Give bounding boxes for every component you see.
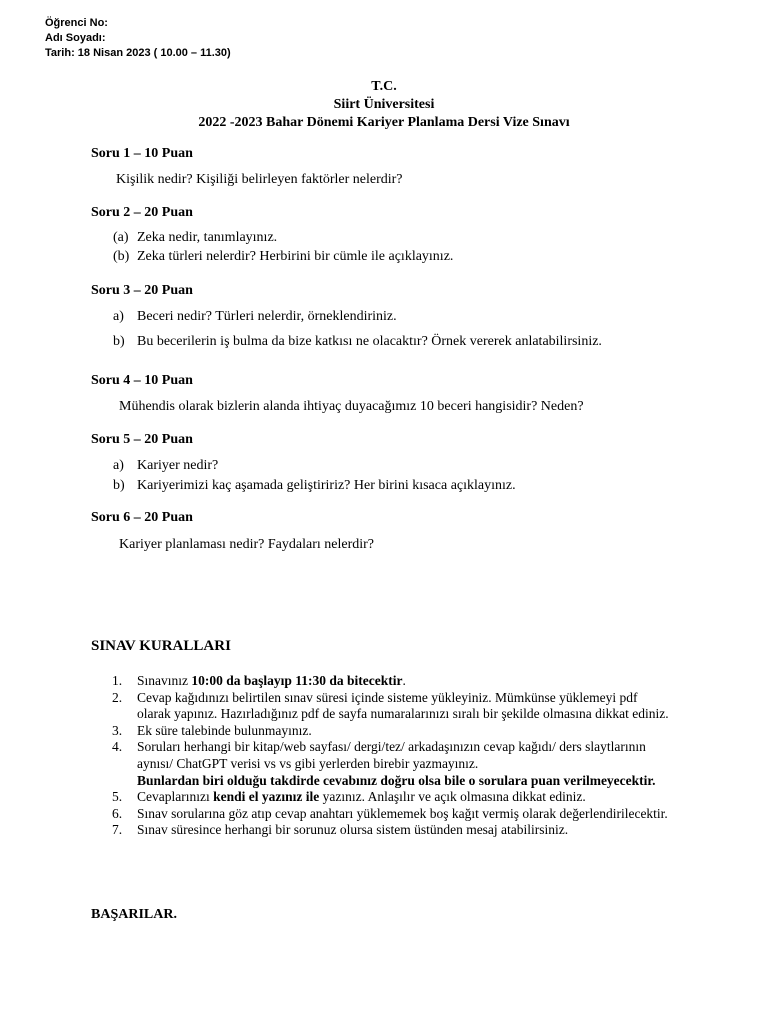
header-university: Siirt Üniversitesi	[333, 97, 435, 112]
rule-text: Ek süre talebinde bulunmayınız.	[137, 722, 312, 738]
question-1-title: Soru 1 – 10 Puan	[91, 146, 193, 161]
question-6-text: Kariyer planlaması nedir? Faydaları nelerdir?	[119, 537, 374, 552]
question-2-title: Soru 2 – 20 Puan	[91, 205, 193, 220]
rule-item	[112, 739, 672, 789]
question-3-item-a	[113, 309, 397, 325]
question-5-title: Soru 5 – 20 Puan	[91, 432, 193, 447]
student-number-label: Öğrenci No:	[45, 17, 108, 29]
item-text: Zeka türleri nelerdir? Herbirini bir cümle ile açıklayınız.	[137, 249, 454, 264]
rule-number: 1.	[112, 673, 123, 688]
question-5-item-b	[113, 478, 516, 494]
rule-item	[112, 690, 672, 723]
exam-date-label: Tarih: 18 Nisan 2023 ( 10.00 – 11.30)	[45, 47, 231, 59]
rule-text: Cevap kağıdınızı belirtilen sınav süresi içinde sisteme yükleyiniz. Mümkünse yüklemeyi pdf olarak yapınız. Hazırladığınız pdf de sayfa numaralarınızı sıralı bir şekilde olmasına dikkat ediniz.	[137, 689, 669, 722]
item-text: Zeka nedir, tanımlayınız.	[137, 230, 278, 245]
rule-number: 5.	[112, 789, 123, 805]
item-text: Kariyer nedir?	[137, 458, 219, 473]
item-label: (a)	[113, 230, 129, 245]
question-3-title: Soru 3 – 20 Puan	[91, 283, 193, 298]
exam-header	[0, 78, 768, 132]
header-country: T.C.	[371, 79, 397, 94]
rule-text: Sınavınız 10:00 da başlayıp 11:30 da bitecektir.	[137, 673, 406, 688]
question-2-item-a	[113, 230, 277, 246]
rule-number: 3.	[112, 722, 123, 738]
rule-number: 6.	[112, 805, 123, 821]
rule-text: Soruları herhangi bir kitap/web sayfası/ dergi/tez/ arkadaşınızın cevap kağıdı/ ders slaytlarının aynısı/ ChatGPT verisi vs vs gibi yerlerden birebir yazmayınız. Bunlardan biri olduğu takdirde cevabınız doğru olsa bile o sorulara puan verilmeyecektir.	[137, 739, 656, 788]
student-info	[45, 16, 231, 61]
question-4-title: Soru 4 – 10 Puan	[91, 373, 193, 388]
rule-item	[112, 806, 672, 823]
rule-item	[112, 673, 672, 690]
item-text: Kariyerimizi kaç aşamada geliştiririz? Her birini kısaca açıklayınız.	[137, 478, 516, 493]
item-label: b)	[113, 478, 125, 493]
rule-text: Cevaplarınızı kendi el yazınız ile yazınız. Anlaşılır ve açık olmasına dikkat ediniz.	[137, 789, 586, 805]
rule-number: 2.	[112, 689, 123, 705]
item-text: Bu becerilerin iş bulma da bize katkısı ne olacaktır? Örnek vererek anlatabilirsiniz.	[137, 334, 602, 349]
student-name-label: Adı Soyadı:	[45, 32, 106, 44]
rule-item	[112, 789, 672, 806]
rule-item	[112, 723, 672, 740]
item-label: a)	[113, 458, 124, 473]
question-5-item-a	[113, 458, 218, 474]
closing-text: BAŞARILAR.	[91, 907, 177, 922]
question-1-text: Kişilik nedir? Kişiliği belirleyen faktörler nelerdir?	[116, 172, 403, 187]
item-label: (b)	[113, 249, 130, 264]
rule-number: 4.	[112, 739, 123, 755]
item-text: Beceri nedir? Türleri nelerdir, örneklendiriniz.	[137, 309, 397, 324]
question-2-item-b	[113, 249, 453, 265]
item-label: b)	[113, 334, 125, 349]
question-4-text: Mühendis olarak bizlerin alanda ihtiyaç duyacağımız 10 beceri hangisidir? Neden?	[119, 399, 584, 414]
rule-text: Sınav sorularına göz atıp cevap anahtarı yüklememek boş kağıt vermiş olarak değerlendirilecektir.	[137, 805, 668, 821]
rule-item	[112, 822, 672, 839]
header-exam-title: 2022 -2023 Bahar Dönemi Kariyer Planlama Dersi Vize Sınavı	[198, 115, 570, 130]
item-label: a)	[113, 309, 124, 324]
question-3-item-b	[113, 334, 602, 350]
rule-number: 7.	[112, 822, 123, 838]
exam-rules-list	[112, 673, 672, 839]
exam-rules-title: SINAV KURALLARI	[91, 638, 231, 654]
rule-text: Sınav süresince herhangi bir sorunuz olursa sistem üstünden mesaj atabilirsiniz.	[137, 822, 569, 838]
question-6-title: Soru 6 – 20 Puan	[91, 510, 193, 525]
